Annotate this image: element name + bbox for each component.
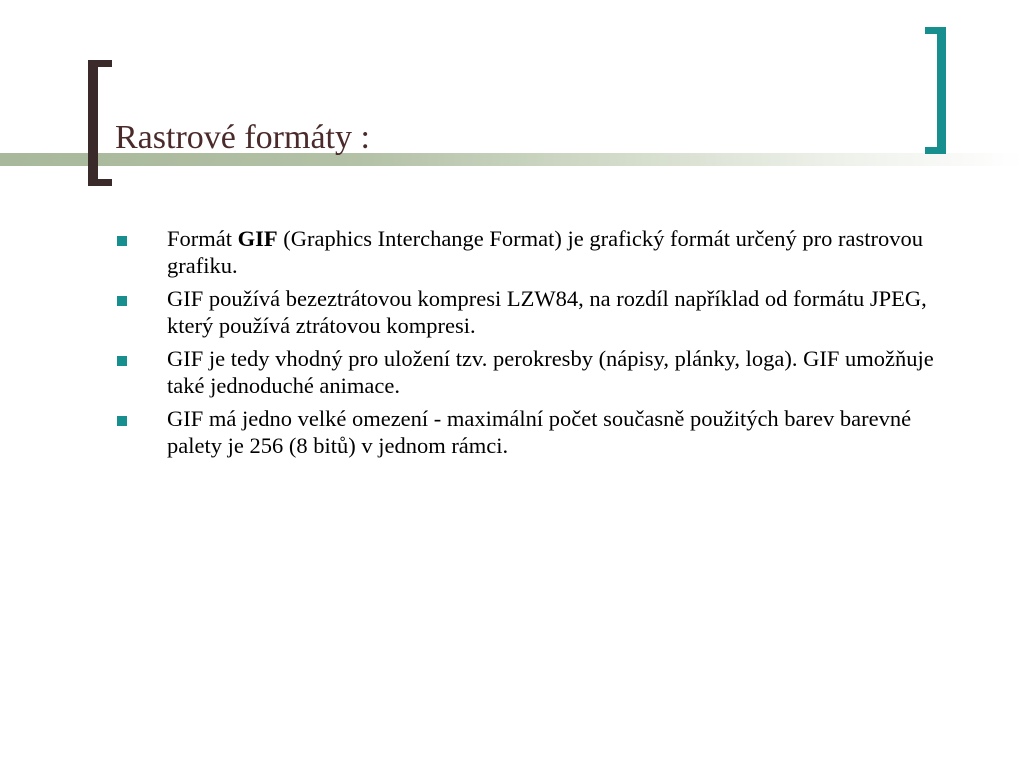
bullet-item — [117, 285, 967, 339]
bullet-text: GIF používá bezeztrátovou kompresi LZW84, na rozdíl například od formátu JPEG, který používá ztrátovou kompresi. — [167, 286, 927, 338]
left-bracket-top — [88, 60, 112, 67]
square-bullet-icon — [117, 356, 127, 366]
square-bullet-icon — [117, 236, 127, 246]
bullet-text: Formát GIF (Graphics Interchange Format) je grafický formát určený pro rastrovou grafiku. — [167, 226, 924, 278]
bullet-text: GIF má jedno velké omezení - maximální počet současně použitých barev barevné palety je 256 (8 bitů) v jednom rámci. — [167, 406, 912, 458]
right-bracket-top — [925, 27, 946, 34]
bullet-bold-term: GIF — [237, 226, 278, 251]
left-bracket-decoration — [88, 60, 98, 186]
right-bracket-decoration — [937, 27, 946, 154]
slide-title: Rastrové formáty : — [115, 119, 370, 156]
right-bracket-bottom — [925, 147, 946, 154]
bullet-item — [117, 225, 967, 279]
bullet-item — [117, 405, 967, 459]
bullet-text: GIF je tedy vhodný pro uložení tzv. perokresby (nápisy, plánky, loga). GIF umožňuje také jednoduché animace. — [167, 346, 934, 398]
left-bracket-bottom — [88, 179, 112, 186]
bullet-item — [117, 345, 967, 399]
square-bullet-icon — [117, 416, 127, 426]
bullet-list — [117, 225, 967, 465]
square-bullet-icon — [117, 296, 127, 306]
